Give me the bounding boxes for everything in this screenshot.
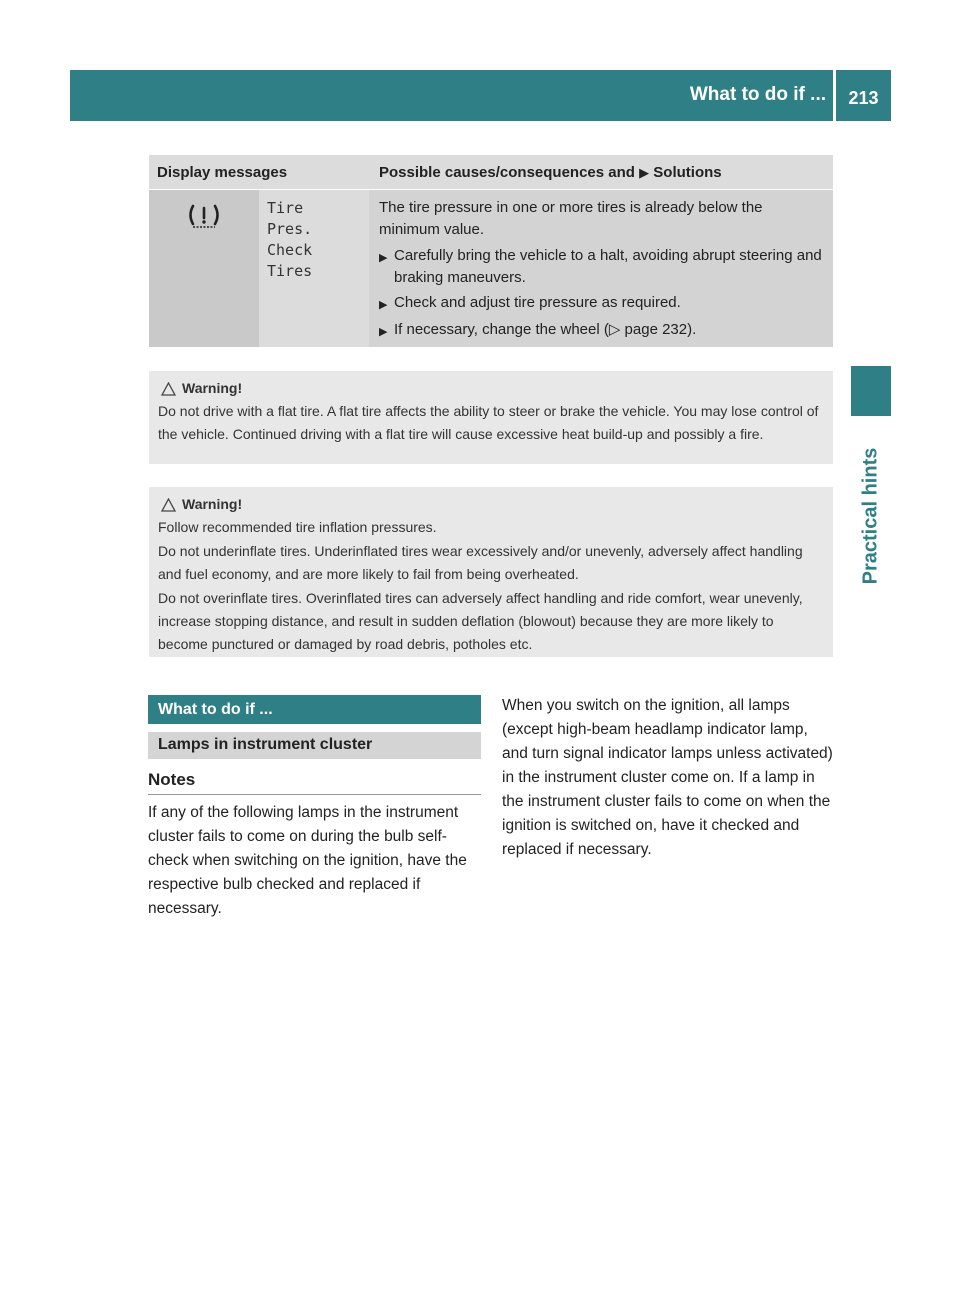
step-arrow-icon: ▶ [379, 252, 388, 264]
list-item: ▶ If necessary, change the wheel (▷ page 232). [379, 319, 823, 343]
warning-box [149, 487, 833, 657]
warning-heading: Warning! [158, 493, 825, 516]
warning-text: Do not underinflate tires. Underinflated tires wear excessively and/or unevenly, adversely affect handling and fuel economy, and are more likely to fail from being overheated. [158, 543, 803, 582]
table-row [149, 190, 833, 347]
section-heading: What to do if ... [148, 695, 481, 724]
notes-text-right: When you switch on the ignition, all lamps (except high-beam headlamp indicator lamp, and turn signal indicator lamps unless activated) in the instrument cluster come on. If a lamp in the instrument cluster fails to come on when the ignition is switched on, have it checked and replaced if necessary. [502, 697, 833, 858]
list-item: ▶ Carefully bring the vehicle to a halt, avoiding abrupt steering and braking maneuvers. [379, 245, 823, 289]
warning-triangle-icon [161, 498, 176, 512]
tire-pressure-warning-icon [149, 190, 259, 347]
warning-text: Do not drive with a flat tire. A flat tire affects the ability to steer or brake the vehicle. You may lose control of the vehicle. Continued driving with a flat tire will cause excessive heat build-up and possibly a fire. [158, 403, 819, 442]
solutions-cell [369, 190, 833, 347]
step-arrow-icon: ▶ [379, 326, 388, 338]
side-tab-label: Practical hints [859, 447, 882, 585]
warning-text: Do not overinflate tires. Overinflated tires can adversely affect handling and ride comfort, wear unevenly, increase stopping distance, and result in sudden deflation (blowout) because they are more likely to become punctured or damaged by road debris, potholes etc. [158, 590, 803, 652]
column-header-display: Display messages [157, 164, 288, 181]
page-number: 213 [848, 88, 879, 108]
subsection-heading: Lamps in instrument cluster [148, 732, 481, 759]
warning-triangle-icon [161, 382, 176, 396]
list-item: ▶ Check and adjust tire pressure as required. [379, 292, 823, 316]
table-header-row [149, 155, 833, 189]
side-tab-marker [851, 366, 891, 416]
solution-arrow-icon: ▶ [639, 165, 650, 180]
warning-heading: Warning! [158, 377, 825, 400]
column-header-solutions: Possible causes/consequences and ▶ Solutions [379, 164, 722, 181]
warning-text: Follow recommended tire inflation pressures. [158, 519, 437, 535]
notes-text-left: If any of the following lamps in the instrument cluster fails to come on during the bulb self-check when switching on the ignition, have the respective bulb checked and replaced if necessary. [148, 804, 467, 917]
display-message-text: Tire Pres. Check Tires [259, 190, 369, 347]
warning-box [149, 371, 833, 464]
cause-text: The tire pressure in one or more tires is already below the minimum value. [379, 199, 763, 238]
display-messages-table [149, 155, 833, 347]
running-header: What to do if ... [689, 84, 826, 105]
notes-heading: Notes [148, 770, 481, 795]
step-arrow-icon: ▶ [379, 299, 388, 311]
